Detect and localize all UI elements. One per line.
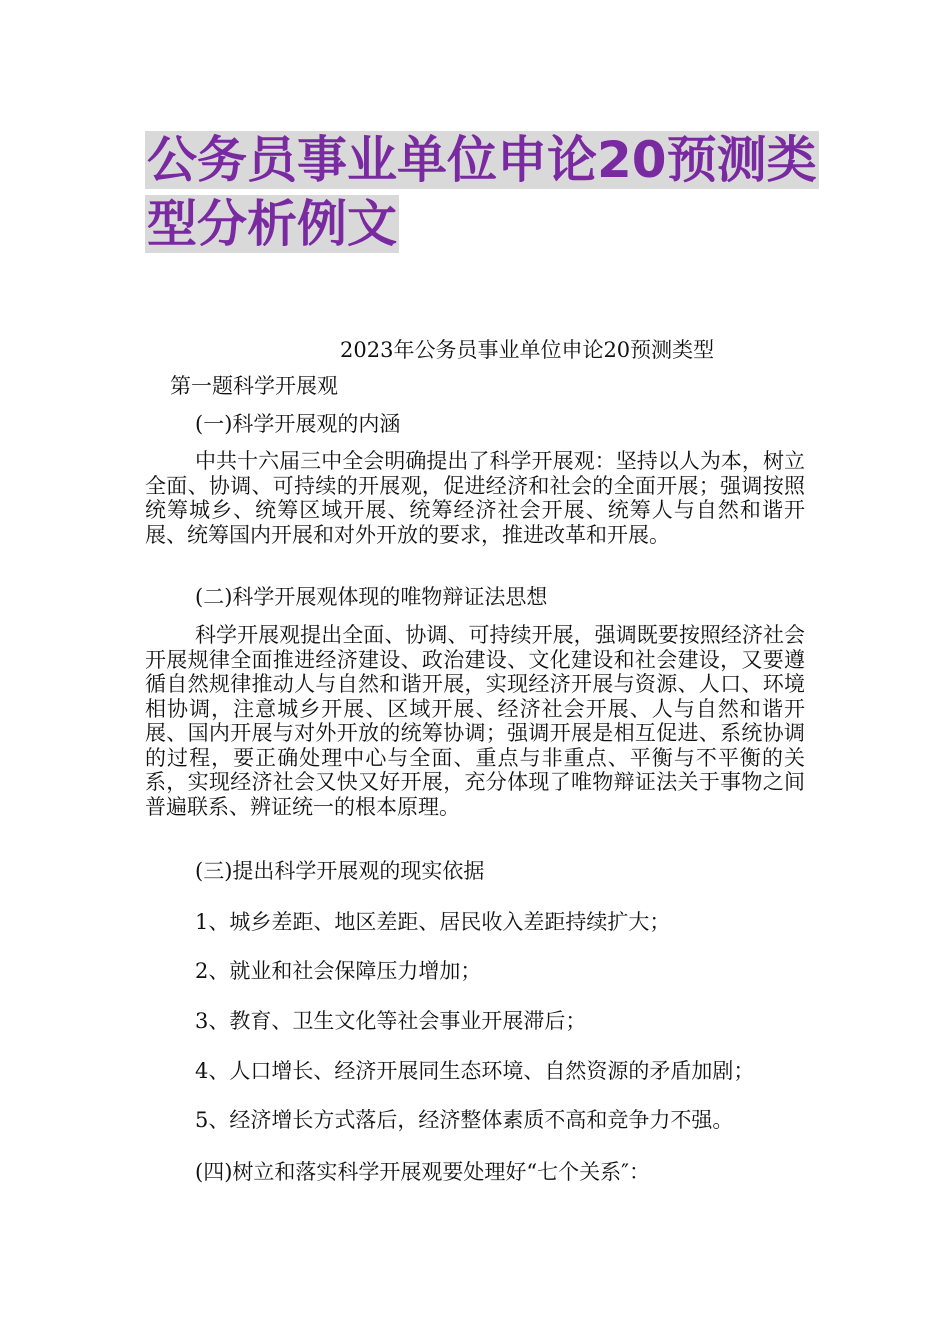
section-4-heading: (四)树立和落实科学开展观要处理好“七个关系″： xyxy=(195,1160,650,1184)
list-item: 5、经济增长方式落后，经济整体素质不高和竞争力不强。 xyxy=(195,1108,734,1132)
list-item: 3、教育、卫生文化等社会事业开展滞后； xyxy=(195,1009,587,1033)
section-1-heading: (一)科学开展观的内涵 xyxy=(195,412,401,436)
section-1-body: 中共十六届三中全会明确提出了科学开展观：坚持以人为本，树立全面、协调、可持续的开展观，促进经济和社会的全面开展；强调按照统筹城乡、统筹区域开展、统筹经济社会开展、统筹人与自然和谐开展、统筹国内开展和对外开放的要求，推进改革和开展。 xyxy=(145,449,805,547)
section-2-body: 科学开展观提出全面、协调、可持续开展，强调既要按照经济社会开展规律全面推进经济建设、政治建设、文化建设和社会建设，又要遵循自然规律推动人与自然和谐开展，实现经济开展与资源、人口、环境相协调，注意城乡开展、区域开展、经济社会开展、人与自然和谐开展、国内开展与对外开放的统筹协调；强调开展是相互促进、系统协调的过程，要正确处理中心与全面、重点与非重点、平衡与不平衡的关系，实现经济社会又快又好开展，充分体现了唯物辩证法关于事物之间普遍联系、辨证统一的根本原理。 xyxy=(145,623,805,819)
list-item: 2、就业和社会保障压力增加； xyxy=(195,959,482,983)
document-title xyxy=(145,128,825,256)
list-item: 4、人口增长、经济开展同生态环境、自然资源的矛盾加剧； xyxy=(195,1059,755,1083)
question-heading: 第一题科学开展观 xyxy=(170,374,338,398)
list-item: 1、城乡差距、地区差距、居民收入差距持续扩大； xyxy=(195,910,671,934)
section-3-heading: (三)提出科学开展观的现实依据 xyxy=(195,859,485,883)
document-subtitle: 2023年公务员事业单位申论20预测类型 xyxy=(340,338,715,362)
document-title-text: 公务员事业单位申论20预测类型分析例文 xyxy=(147,131,817,253)
section-2-heading: (二)科学开展观体现的唯物辩证法思想 xyxy=(195,585,548,609)
